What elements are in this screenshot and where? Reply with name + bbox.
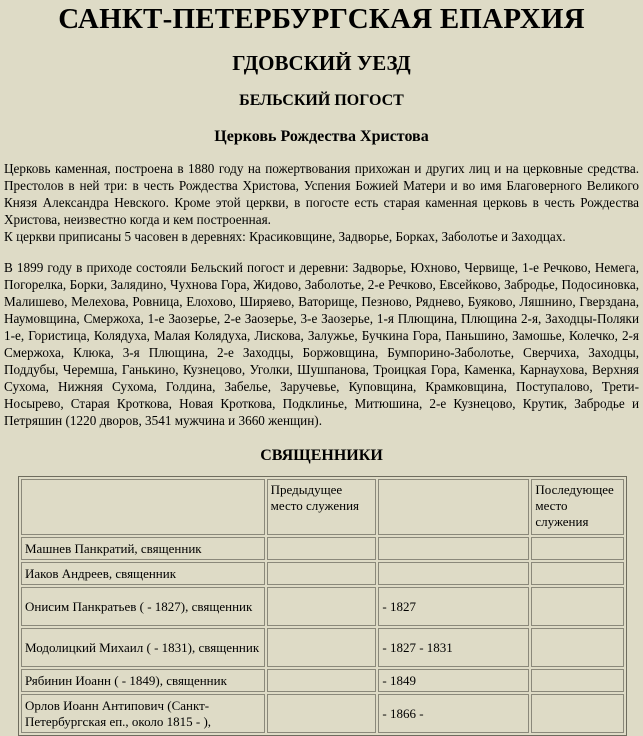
priest-period [378, 537, 529, 560]
priest-next [531, 694, 624, 733]
priest-next [531, 628, 624, 667]
priest-next [531, 669, 624, 692]
table-row [21, 562, 624, 585]
church-description: Церковь каменная, построена в 1880 году на пожертвования прихожан и других лиц и на церковные средства. Престолов в ней три: в честь Рождества Христова, Успения Божией Матери и во имя Благоверного Великого Князя Александра Невского. Кроме этой церкви, в погосте есть старая каменная церковь в честь Рождества Христова, неизвестно когда и кем построенная. [4, 161, 639, 227]
uezd-title: ГДОВСКИЙ УЕЗД [232, 51, 411, 75]
priests-table [18, 476, 627, 736]
priest-previous [267, 537, 377, 560]
priest-name: Машнев Панкратий, священник [21, 537, 265, 560]
priest-name: Иаков Андреев, священник [21, 562, 265, 585]
priest-period: - 1849 [378, 669, 529, 692]
eparchy-title: САНКТ-ПЕТЕРБУРГСКАЯ ЕПАРХИЯ [58, 3, 585, 35]
table-row [21, 694, 624, 733]
priest-period: - 1827 [378, 587, 529, 626]
priest-period: - 1866 - [378, 694, 529, 733]
header-cell-period [378, 479, 529, 535]
priest-name: Онисим Панкратьев ( - 1827), священник [21, 587, 265, 626]
priest-name: Модолицкий Михаил ( - 1831), священник [21, 628, 265, 667]
priest-name: Рябинин Иоанн ( - 1849), священник [21, 669, 265, 692]
priest-previous [267, 694, 377, 733]
table-row [21, 587, 624, 626]
table-header-row [21, 479, 624, 535]
priest-period [378, 562, 529, 585]
priest-period: - 1827 - 1831 [378, 628, 529, 667]
header-cell-previous: Предыдущее место служения [267, 479, 377, 535]
header-cell-name [21, 479, 265, 535]
table-row [21, 537, 624, 560]
priest-name: Орлов Иоанн Антипович (Санкт-Петербургская еп., около 1815 - ), [21, 694, 265, 733]
header-cell-next: Последующее место служения [531, 479, 624, 535]
priest-previous [267, 628, 377, 667]
priest-previous [267, 562, 377, 585]
table-row [21, 669, 624, 692]
priest-previous [267, 669, 377, 692]
priests-section-title: СВЯЩЕННИКИ [260, 447, 383, 464]
chapels-description: К церкви приписаны 5 часовен в деревнях: Красиковщине, Задворье, Борках, Заболотье и Заходцах. [4, 229, 566, 244]
priest-next [531, 562, 624, 585]
parish-description: В 1899 году в приходе состояли Бельский погост и деревни: Задворье, Юхново, Червище, 1-е Речково, Немега, Погорелка, Борки, Залядино, Чухнова Гора, Жидово, Заболотье, 2-е Речково, Евсейково, Забродье, Подосиновка, Малишево, Мелехова, Ровница, Елохово, Ширяево, Ваторище, Пезново, Ряднево, Буяково, Ляшнино, Гверздана, Наумовщина, Смержоха, 1-е Заозерье, 2-е Заозерье, 3-е Заозерье, 1-я Плющина, Плющина 2-я, Заходцы-Поляки 1-е, Гористица, Колядуха, Малая Колядуха, Лискова, Залужье, Бучкина Гора, Паньшино, Замошье, Колечко, 2-я Смержоха, Клюка, 3-я Плющина, 2-е Заходцы, Боржовщина, Бумпорино-Заболотье, Сверчиха, Заходцы, Поддубы, Черемша, Ганькино, Кузнецово, Уголки, Шушпанова, Троицкая Гора, Каменка, Карнаухова, Верхняя Сухома, Нижняя Сухома, Голдина, Забелье, Заручевье, Куповщина, Крамковщина, Поступалово, Трети-Носырево, Старая Кроткова, Новая Кроткова, Подклинье, Митюшина, 2-е Кузнецово, Крутик, Забродье и Петряшин (1220 дворов, 3541 мужчина и 3660 женщин). [4, 260, 639, 428]
priest-next [531, 537, 624, 560]
table-row [21, 628, 624, 667]
church-title: Церковь Рождества Христова [214, 128, 429, 145]
priest-next [531, 587, 624, 626]
pogost-title: БЕЛЬСКИЙ ПОГОСТ [239, 92, 404, 109]
priest-previous [267, 587, 377, 626]
